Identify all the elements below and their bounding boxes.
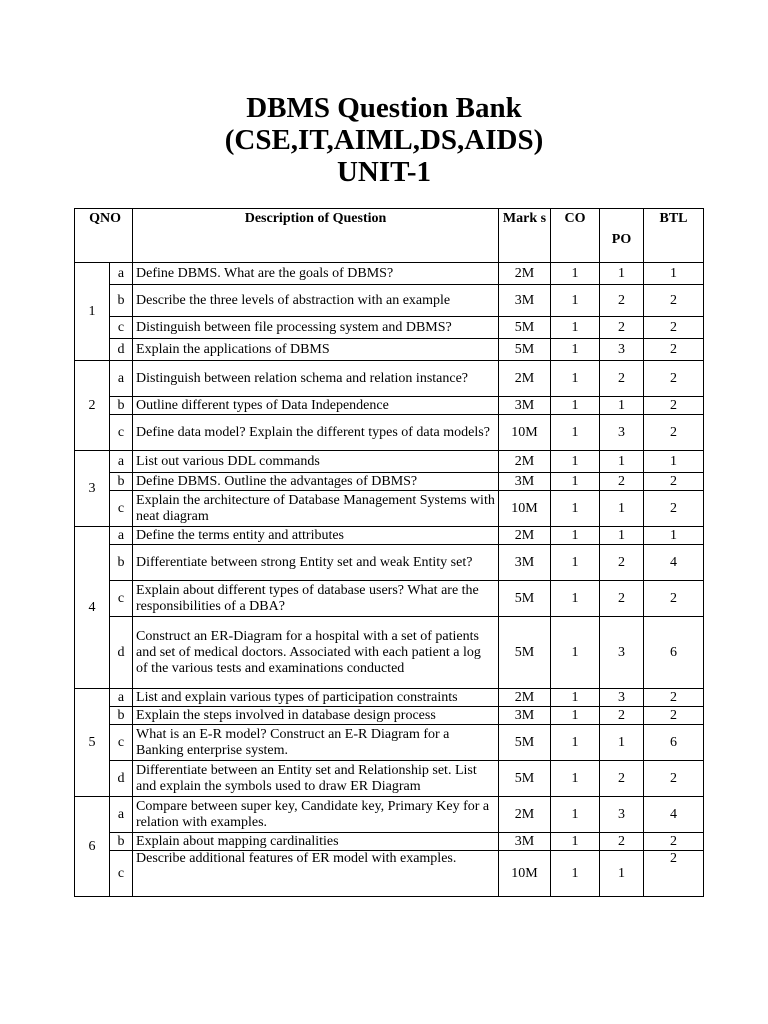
question-text: List and explain various types of participation constraints [133,689,499,707]
question-marks: 3M [499,833,551,851]
header-btl: BTL [644,209,704,263]
question-btl: 6 [644,725,704,761]
question-marks: 10M [499,415,551,451]
question-part: c [110,851,133,897]
question-text: Define DBMS. What are the goals of DBMS? [133,263,499,285]
table-row [75,833,704,851]
question-po: 3 [600,689,644,707]
question-marks: 5M [499,317,551,339]
question-po: 1 [600,451,644,473]
header-marks: Mark s [499,209,551,263]
question-text: Distinguish between file processing system and DBMS? [133,317,499,339]
question-btl: 2 [644,833,704,851]
question-po: 1 [600,851,644,897]
question-text: What is an E-R model? Construct an E-R Diagram for a Banking enterprise system. [133,725,499,761]
question-po: 2 [600,545,644,581]
question-btl: 1 [644,263,704,285]
question-co: 1 [551,285,600,317]
question-btl: 2 [644,761,704,797]
question-marks: 2M [499,689,551,707]
question-btl: 2 [644,707,704,725]
question-part: a [110,527,133,545]
question-btl: 1 [644,527,704,545]
question-marks: 2M [499,797,551,833]
table-row [75,361,704,397]
title-line-2: (CSE,IT,AIML,DS,AIDS) [224,124,544,156]
table-row [75,725,704,761]
question-co: 1 [551,339,600,361]
question-po: 2 [600,285,644,317]
question-text: Define the terms entity and attributes [133,527,499,545]
question-part: b [110,285,133,317]
question-co: 1 [551,689,600,707]
question-text: Explain the steps involved in database design process [133,707,499,725]
table-row [75,707,704,725]
question-po: 2 [600,761,644,797]
table-row [75,339,704,361]
question-btl: 2 [644,361,704,397]
question-marks: 10M [499,851,551,897]
question-btl: 1 [644,451,704,473]
question-text: Explain the architecture of Database Management Systems with neat diagram [133,491,499,527]
question-btl: 2 [644,689,704,707]
table-row [75,285,704,317]
question-part: c [110,581,133,617]
question-co: 1 [551,361,600,397]
question-number: 2 [75,361,110,451]
question-number: 4 [75,527,110,689]
question-co: 1 [551,581,600,617]
question-btl: 2 [644,473,704,491]
question-text: Compare between super key, Candidate key, Primary Key for a relation with examples. [133,797,499,833]
question-part: c [110,317,133,339]
header-description: Description of Question [133,209,499,263]
question-part: d [110,617,133,689]
question-text: Define data model? Explain the different types of data models? [133,415,499,451]
question-po: 3 [600,339,644,361]
question-text: Differentiate between strong Entity set and weak Entity set? [133,545,499,581]
table-row [75,761,704,797]
question-po: 2 [600,833,644,851]
question-number: 1 [75,263,110,361]
question-po: 1 [600,725,644,761]
question-body [75,263,704,897]
question-text: Describe additional features of ER model with examples. [133,851,499,897]
question-part: c [110,415,133,451]
question-marks: 5M [499,339,551,361]
question-part: a [110,689,133,707]
question-po: 3 [600,415,644,451]
question-marks: 5M [499,581,551,617]
table-row [75,397,704,415]
question-co: 1 [551,707,600,725]
question-table [74,208,704,897]
question-btl: 2 [644,415,704,451]
question-btl: 2 [644,317,704,339]
question-marks: 3M [499,473,551,491]
question-part: d [110,761,133,797]
question-co: 1 [551,491,600,527]
table-row [75,851,704,897]
question-marks: 2M [499,527,551,545]
question-marks: 5M [499,617,551,689]
question-part: a [110,263,133,285]
question-part: b [110,833,133,851]
question-marks: 3M [499,397,551,415]
question-marks: 10M [499,491,551,527]
table-row [75,451,704,473]
question-co: 1 [551,545,600,581]
question-marks: 2M [499,451,551,473]
title-line-3: UNIT-1 [336,156,431,188]
question-part: c [110,491,133,527]
question-po: 2 [600,581,644,617]
table-row [75,263,704,285]
header-po: PO [600,209,644,263]
header-qno: QNO [75,209,133,263]
question-btl: 2 [644,397,704,415]
question-btl: 4 [644,797,704,833]
question-marks: 3M [499,285,551,317]
question-text: Construct an ER-Diagram for a hospital with a set of patients and set of medical doctors. Associated with each patient a log of the various tests and examinations conducted [133,617,499,689]
question-btl: 2 [644,581,704,617]
question-btl: 2 [644,491,704,527]
question-marks: 2M [499,263,551,285]
question-co: 1 [551,851,600,897]
question-co: 1 [551,317,600,339]
question-part: a [110,797,133,833]
question-co: 1 [551,833,600,851]
question-part: b [110,545,133,581]
table-row [75,617,704,689]
question-po: 2 [600,317,644,339]
question-text: Explain the applications of DBMS [133,339,499,361]
question-po: 2 [600,707,644,725]
question-po: 1 [600,491,644,527]
table-row [75,689,704,707]
question-text: List out various DDL commands [133,451,499,473]
question-text: Explain about mapping cardinalities [133,833,499,851]
question-po: 1 [600,527,644,545]
question-text: Define DBMS. Outline the advantages of DBMS? [133,473,499,491]
table-row [75,491,704,527]
question-po: 2 [600,361,644,397]
question-co: 1 [551,263,600,285]
question-co: 1 [551,527,600,545]
question-text: Distinguish between relation schema and relation instance? [133,361,499,397]
question-co: 1 [551,725,600,761]
question-co: 1 [551,397,600,415]
question-part: d [110,339,133,361]
question-btl: 2 [644,285,704,317]
question-btl: 2 [644,339,704,361]
question-text: Describe the three levels of abstraction with an example [133,285,499,317]
question-co: 1 [551,415,600,451]
question-part: a [110,451,133,473]
header-row [75,209,704,263]
question-co: 1 [551,797,600,833]
table-row [75,581,704,617]
question-co: 1 [551,473,600,491]
question-part: a [110,361,133,397]
question-po: 3 [600,797,644,833]
table-row [75,317,704,339]
table-row [75,527,704,545]
question-number: 3 [75,451,110,527]
question-text: Differentiate between an Entity set and Relationship set. List and explain the symbols used to draw ER Diagram [133,761,499,797]
question-btl: 6 [644,617,704,689]
question-marks: 3M [499,707,551,725]
question-co: 1 [551,761,600,797]
question-number: 6 [75,797,110,897]
question-part: c [110,725,133,761]
question-marks: 2M [499,361,551,397]
question-text: Explain about different types of database users? What are the responsibilities of a DBA? [133,581,499,617]
question-co: 1 [551,451,600,473]
table-row [75,545,704,581]
question-po: 3 [600,617,644,689]
question-marks: 5M [499,761,551,797]
question-number: 5 [75,689,110,797]
table-row [75,473,704,491]
header-co: CO [551,209,600,263]
question-part: b [110,397,133,415]
question-marks: 3M [499,545,551,581]
question-po: 1 [600,397,644,415]
table-row [75,415,704,451]
question-co: 1 [551,617,600,689]
question-part: b [110,473,133,491]
question-btl: 2 [644,851,704,897]
document-title [0,92,768,188]
question-po: 2 [600,473,644,491]
question-text: Outline different types of Data Independence [133,397,499,415]
table-row [75,797,704,833]
question-btl: 4 [644,545,704,581]
question-part: b [110,707,133,725]
title-line-1: DBMS Question Bank [246,92,522,124]
question-po: 1 [600,263,644,285]
question-marks: 5M [499,725,551,761]
